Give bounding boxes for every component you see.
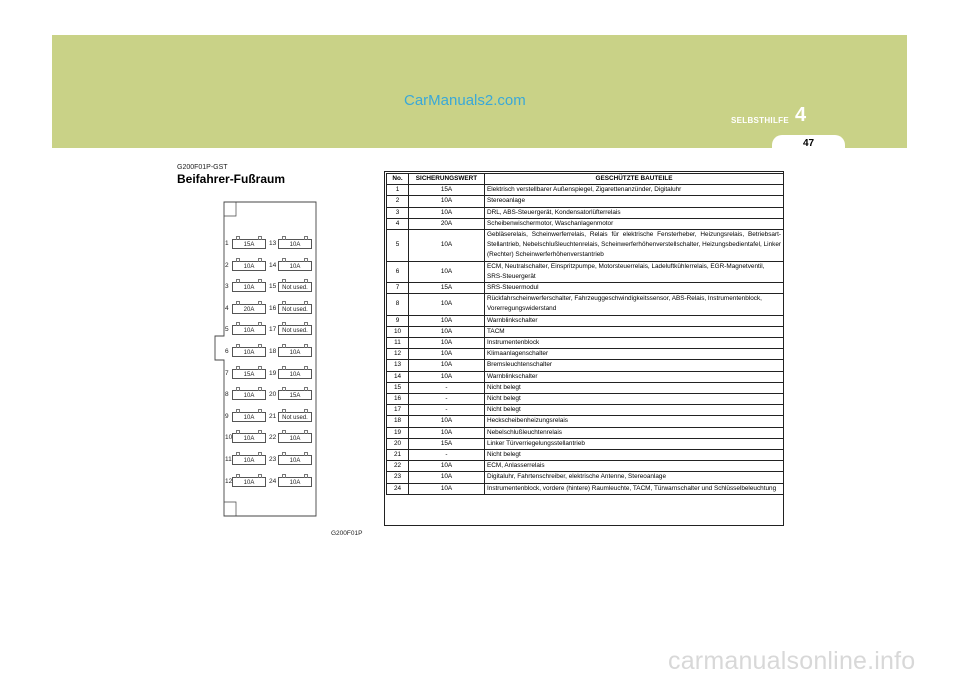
fuse-slot: 20A [232,304,266,314]
fuse-number: 20 [269,391,277,399]
row-rating: 10A [409,416,485,427]
row-rating: - [409,405,485,416]
fuse-number: 22 [269,434,277,442]
fuse-slot: Not used. [278,282,312,292]
row-number: 8 [387,294,409,315]
fuse-slot: 10A [278,347,312,357]
row-number: 9 [387,315,409,326]
section-label: SELBSTHILFE [731,116,789,125]
row-component: Elektrisch verstellbarer Außenspiegel, Zigarettenanzünder, Digitaluhr [485,185,784,196]
row-number: 2 [387,196,409,207]
table-header-row [387,174,784,185]
row-number: 23 [387,472,409,483]
row-component: Rückfahrscheinwerferschalter, Fahrzeuggeschwindigkeitssensor, ABS-Relais, Instrumentenblock, Vorerregungswiderstand [485,294,784,315]
row-number: 5 [387,230,409,262]
fuse-slot: Not used. [278,412,312,422]
table-row [387,360,784,371]
fuse-number: 13 [269,240,277,247]
row-rating: 10A [409,371,485,382]
row-number: 24 [387,483,409,494]
fuse-number: 14 [269,261,277,269]
table-row [387,207,784,218]
row-component: Scheibenwischermotor, Waschanlagenmotor [485,218,784,229]
row-component: SRS-Steuermodul [485,283,784,294]
fuse-slot: 15A [232,369,266,379]
fuse-slot: 10A [232,261,266,271]
row-component: Gebläserelais, Scheinwerferrelais, Relais für elektrische Fensterheber, Heizungsrelais, Betriebsart-Stellantrieb, Nebelschlußleuchtenrelais, Scheinwerferhöhenverstellschalter, Heizungsbedientafel, Linker (Rechter) Scheinwerferhöhenverstantrieb [485,230,784,262]
fuse-slot: 10A [278,455,312,465]
fuse-number: 5 [225,326,229,334]
row-rating: - [409,382,485,393]
row-component: Warnblinkschalter [485,315,784,326]
fuse-number: 8 [225,391,229,399]
header-no: No. [387,174,409,185]
fuse-number: 2 [225,261,229,269]
fuse-number: 23 [269,456,277,463]
row-number: 21 [387,450,409,461]
row-number: 16 [387,394,409,405]
page-title: Beifahrer-Fußraum [177,172,286,186]
table-row [387,326,784,337]
fuse-number: 10 [225,434,233,442]
fuse-number: 12 [225,477,233,485]
row-number: 6 [387,261,409,282]
table-row [387,315,784,326]
table-row [387,438,784,449]
fuse-slot: 10A [278,261,312,271]
row-rating: 10A [409,294,485,315]
table-row [387,416,784,427]
header-rating: SICHERUNGSWERT [409,174,485,185]
fuse-slot: 10A [278,369,312,379]
fuse-number: 7 [225,369,229,377]
row-rating: 10A [409,483,485,494]
row-rating: 10A [409,196,485,207]
row-component: ECM, Neutralschalter, Einspritzpumpe, Motorsteuerrelais, Ladeluftkühlerrelais, EGR-Magnetventil, SRS-Steuergerät [485,261,784,282]
row-number: 17 [387,405,409,416]
row-rating: 10A [409,207,485,218]
row-component: Nicht belegt [485,394,784,405]
row-component: DRL, ABS-Steuergerät, Kondensatorlüfterrelais [485,207,784,218]
row-component: Bremsleuchtenschalter [485,360,784,371]
row-component: TACM [485,326,784,337]
fuse-slot: 10A [232,282,266,292]
row-number: 4 [387,218,409,229]
watermark-bottom[interactable]: carmanualsonline.info [668,647,916,675]
row-component: Instrumentenblock, vordere (hintere) Raumleuchte, TACM, Türwarnschalter und Schlüsselbeleuchtung [485,483,784,494]
fuse-slot: 10A [232,477,266,487]
fuse-number: 4 [225,304,229,312]
fuse-slot: 10A [232,390,266,400]
row-component: Warnblinkschalter [485,371,784,382]
fuse-number: 15 [269,283,277,291]
row-rating: 15A [409,438,485,449]
table-row [387,261,784,282]
fuse-slot: 10A [278,477,312,487]
fuse-number: 16 [269,304,277,312]
row-number: 15 [387,382,409,393]
row-component: Nicht belegt [485,405,784,416]
row-component: Klimaanlagenschalter [485,349,784,360]
fuse-number: 6 [225,348,229,355]
row-number: 20 [387,438,409,449]
header-component: GESCHÜTZTE BAUTEILE [485,174,784,185]
fuse-slot: 10A [232,347,266,357]
table-row [387,472,784,483]
table-row [387,483,784,494]
row-rating: 10A [409,427,485,438]
fuse-slot: 10A [232,325,266,335]
row-component: Stereoanlage [485,196,784,207]
table-row [387,371,784,382]
table-row [387,230,784,262]
row-rating: 10A [409,230,485,262]
row-number: 13 [387,360,409,371]
fuse-number: 11 [225,456,232,463]
row-number: 3 [387,207,409,218]
fuse-number: 17 [269,326,277,334]
row-number: 11 [387,338,409,349]
row-number: 22 [387,461,409,472]
row-number: 14 [387,371,409,382]
chapter-number: 4 [795,104,807,126]
fuse-table [386,173,784,495]
fuse-number: 21 [269,412,277,420]
table-row [387,294,784,315]
row-rating: 10A [409,315,485,326]
fuse-slot: 10A [232,455,266,465]
fuse-number: 24 [269,477,277,485]
row-component: Nicht belegt [485,450,784,461]
watermark-top[interactable]: CarManuals2.com [404,92,526,109]
fuse-slot: Not used. [278,325,312,335]
fuse-number: 1 [225,240,229,247]
row-rating: 10A [409,338,485,349]
table-row [387,382,784,393]
table-row [387,461,784,472]
row-component: ECM, Anlasserrelais [485,461,784,472]
row-rating: - [409,450,485,461]
fuse-number: 18 [269,348,277,355]
table-row [387,338,784,349]
table-row [387,450,784,461]
figure-code: G200F01P [331,530,363,537]
fuse-slot: 10A [232,412,266,422]
page-number: 47 [802,138,815,149]
fuse-slot: 10A [278,239,312,249]
row-number: 12 [387,349,409,360]
row-rating: 10A [409,472,485,483]
row-rating: 10A [409,360,485,371]
fuse-number: 19 [269,369,277,377]
table-row [387,283,784,294]
table-row [387,185,784,196]
fuse-slot: Not used. [278,304,312,314]
row-rating: 15A [409,283,485,294]
table-row [387,405,784,416]
fuse-slot: 15A [232,239,266,249]
row-rating: 15A [409,185,485,196]
fuse-number: 9 [225,412,229,420]
row-rating: - [409,394,485,405]
row-rating: 10A [409,349,485,360]
row-number: 18 [387,416,409,427]
row-component: Nicht belegt [485,382,784,393]
fuse-slot: 10A [232,433,266,443]
fusebox-diagram [212,200,326,518]
row-rating: 20A [409,218,485,229]
table-row [387,349,784,360]
row-component: Linker Türverriegelungsstellantrieb [485,438,784,449]
row-number: 7 [387,283,409,294]
row-number: 1 [387,185,409,196]
row-rating: 10A [409,461,485,472]
table-row [387,196,784,207]
row-component: Heckscheibenheizungsrelais [485,416,784,427]
fuse-slot: 15A [278,390,312,400]
table-row [387,218,784,229]
doc-code: G200F01P-GST [177,164,228,171]
row-number: 10 [387,326,409,337]
fuse-slot: 10A [278,433,312,443]
row-component: Digitaluhr, Fahrtenschreiber, elektrische Antenne, Stereoanlage [485,472,784,483]
table-row [387,427,784,438]
row-component: Nebelschlußleuchtenrelais [485,427,784,438]
fuse-number: 3 [225,283,229,291]
row-component: Instrumentenblock [485,338,784,349]
row-rating: 10A [409,326,485,337]
row-rating: 10A [409,261,485,282]
row-number: 19 [387,427,409,438]
table-row [387,394,784,405]
